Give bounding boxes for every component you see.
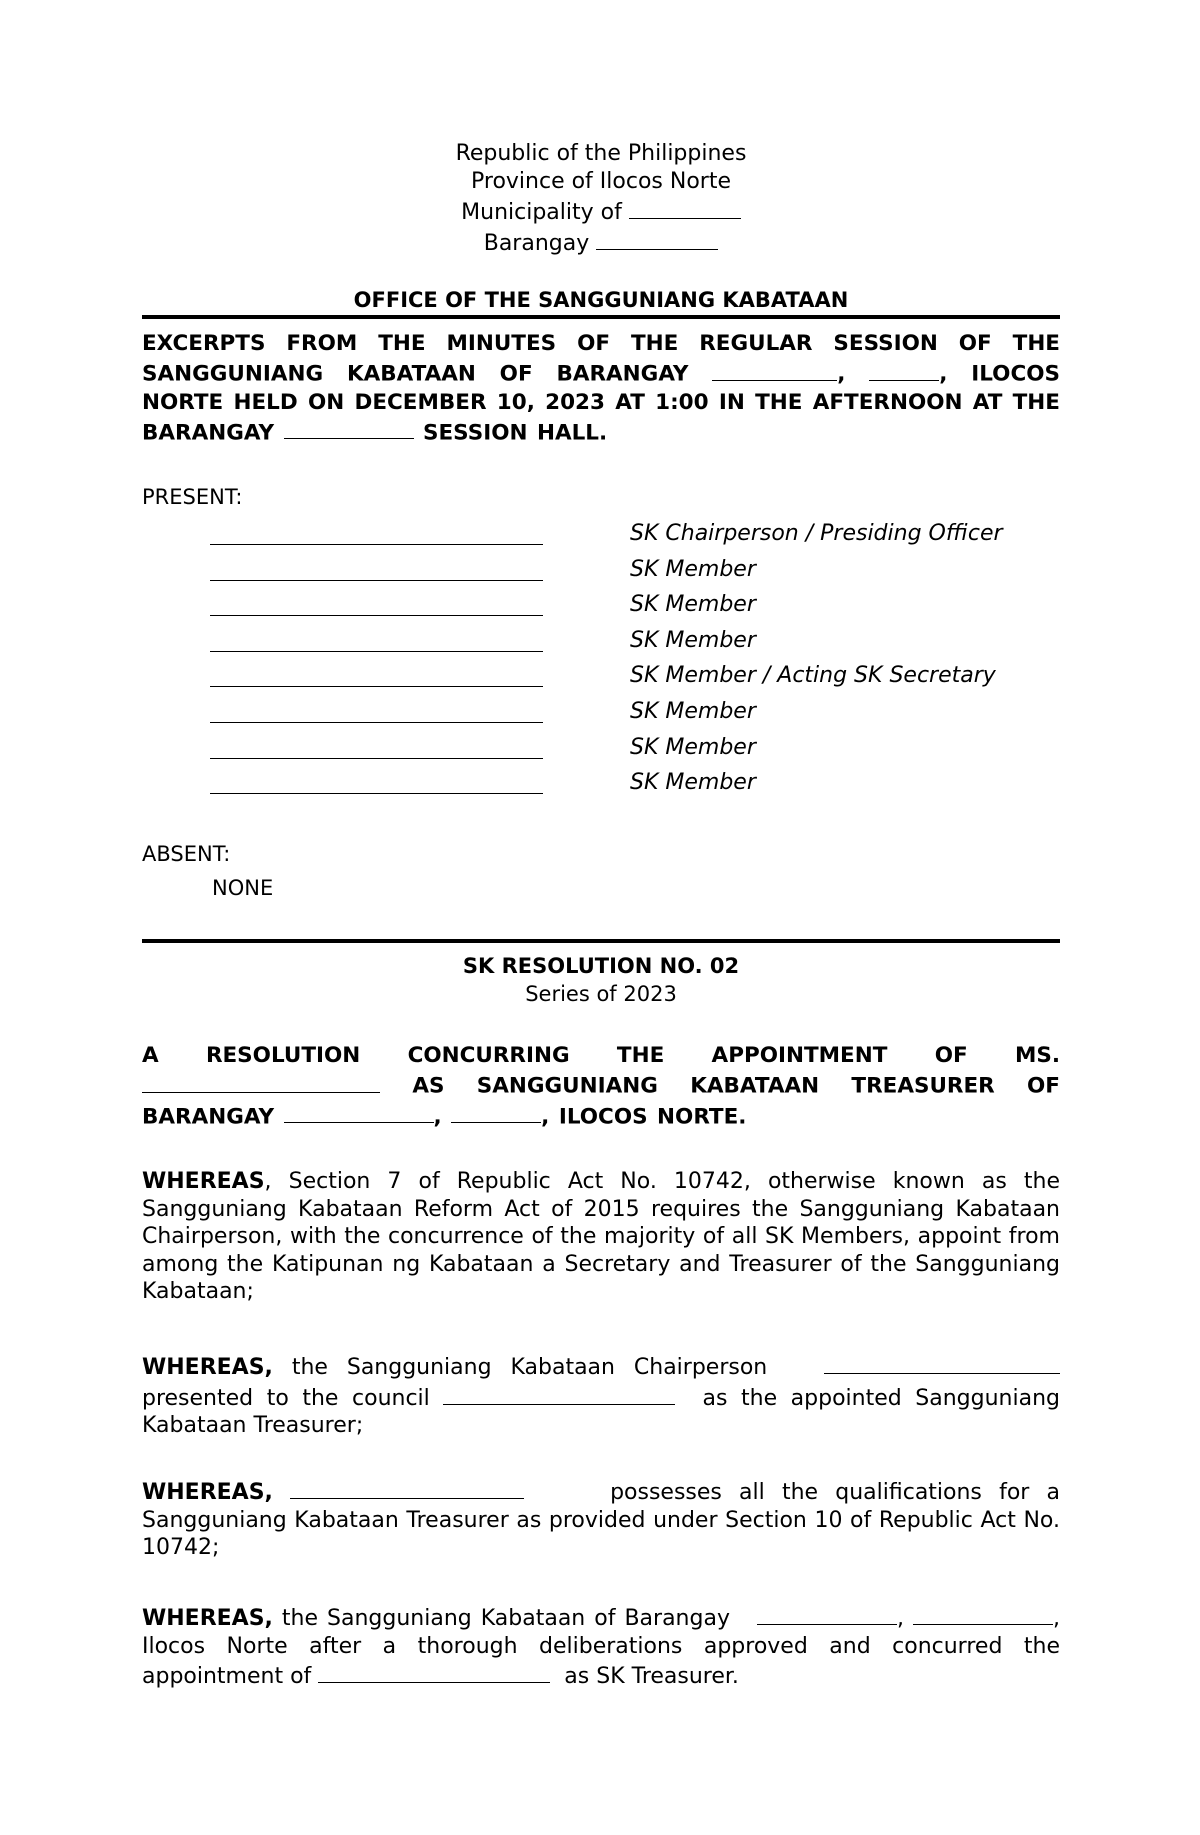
attendee-role: SK Member / Acting SK Secretary: [630, 663, 996, 689]
treasurer-name-blank[interactable]: [142, 1070, 380, 1093]
attendee-list: [210, 520, 1060, 805]
whereas-clause-3: WHEREAS, possesses all the qualifications for a Sangguniang Kabataan Treasurer as provided under Section 10 of Republic Act No. 10742;: [142, 1476, 1060, 1562]
attendee-role: SK Member: [630, 627, 756, 653]
attendee-name-blank[interactable]: [210, 651, 543, 652]
header-province: Province of Ilocos Norte: [471, 169, 731, 194]
chairperson-name-blank[interactable]: [824, 1351, 1060, 1374]
office-title: OFFICE OF THE SANGGUNIANG KABATAAN: [353, 288, 849, 312]
barangay-blank[interactable]: [596, 227, 718, 250]
attendee-name-blank[interactable]: [210, 615, 543, 616]
attendee-row: [210, 662, 1060, 698]
attendee-row: [210, 698, 1060, 734]
municipality-blank[interactable]: [629, 196, 741, 219]
header-divider: [142, 315, 1060, 319]
whereas-clause-2: WHEREAS, the Sangguniang Kabataan Chairperson presented to the council as the appointed Sangguniang Kabataan Treasurer;: [142, 1351, 1060, 1440]
whereas-clause-1: WHEREAS, Section 7 of Republic Act No. 10742, otherwise known as the Sangguniang Kabataan Reform Act of 2015 requires the Sangguniang Kabataan Chairperson, with the concurrence of the majority of all SK Members, appoint from among the Katipunan ng Kabataan a Secretary and Treasurer of the Sangguniang Kabataan;: [142, 1169, 1060, 1304]
attendee-row: [210, 556, 1060, 592]
excerpt-municipality-blank[interactable]: [869, 358, 939, 381]
attendee-role: SK Member: [630, 592, 756, 618]
attendee-role: SK Member: [630, 556, 756, 582]
title-municipality-blank[interactable]: [451, 1101, 541, 1124]
present-label: PRESENT:: [142, 485, 243, 509]
excerpt-heading: EXCERPTS FROM THE MINUTES OF THE REGULAR SESSION OF THE SANGGUNIANG KABATAAN OF BARANGAY , , ILOCOS NORTE HELD ON DECEMBER 10, 2023 AT 1:00 IN THE AFTERNOON AT THE BARANGAY SESSION HALL.: [142, 331, 1060, 445]
attendee-row: [210, 520, 1060, 556]
attendee-row: [210, 591, 1060, 627]
attendee-name-blank[interactable]: [210, 793, 543, 794]
attendee-name-blank[interactable]: [210, 580, 543, 581]
sk-treasurer-name-blank[interactable]: [318, 1660, 550, 1683]
header-barangay: Barangay: [142, 227, 1060, 258]
document-header: [142, 140, 1060, 258]
title-barangay-blank[interactable]: [284, 1101, 434, 1124]
resolution-number-block: [142, 952, 1060, 1008]
resolution-title: A RESOLUTION CONCURRING THE APPOINTMENT OF MS. AS SANGGUNIANG KABATAAN TREASURER OF BARANGAY , , ILOCOS NORTE.: [142, 1043, 1060, 1129]
attendee-role: SK Chairperson / Presiding Officer: [630, 521, 1003, 546]
attendee-role: SK Member: [630, 770, 756, 796]
absent-value: NONE: [212, 876, 274, 900]
excerpt-session-blank[interactable]: [284, 417, 414, 440]
header-municipality: Municipality of: [142, 196, 1060, 227]
resolution-number: SK RESOLUTION NO. 02: [462, 954, 740, 978]
attendee-row: [210, 769, 1060, 805]
attendee-row: [210, 734, 1060, 770]
attendee-name-blank[interactable]: [210, 758, 543, 759]
attendee-name-blank[interactable]: [210, 544, 543, 545]
attendee-row: [210, 627, 1060, 663]
attendee-name-blank[interactable]: [210, 686, 543, 687]
resolution-series: Series of 2023: [525, 982, 677, 1006]
excerpt-barangay-blank[interactable]: [712, 358, 837, 381]
absent-label: ABSENT:: [142, 842, 231, 866]
clause-barangay-blank[interactable]: [757, 1602, 897, 1625]
clause-municipality-blank[interactable]: [913, 1602, 1053, 1625]
whereas-clause-4: WHEREAS, the Sangguniang Kabataan of Barangay , , Ilocos Norte after a thorough deliberations approved and concurred the appointment of as SK Treasurer.: [142, 1602, 1060, 1691]
attendee-role: SK Member: [630, 734, 756, 760]
header-republic: Republic of the Philippines: [455, 141, 747, 166]
attendee-role: SK Member: [630, 698, 756, 724]
qualified-name-blank[interactable]: [290, 1476, 524, 1499]
attendee-name-blank[interactable]: [210, 722, 543, 723]
appointee-name-blank[interactable]: [443, 1382, 675, 1405]
section-divider: [142, 939, 1060, 943]
